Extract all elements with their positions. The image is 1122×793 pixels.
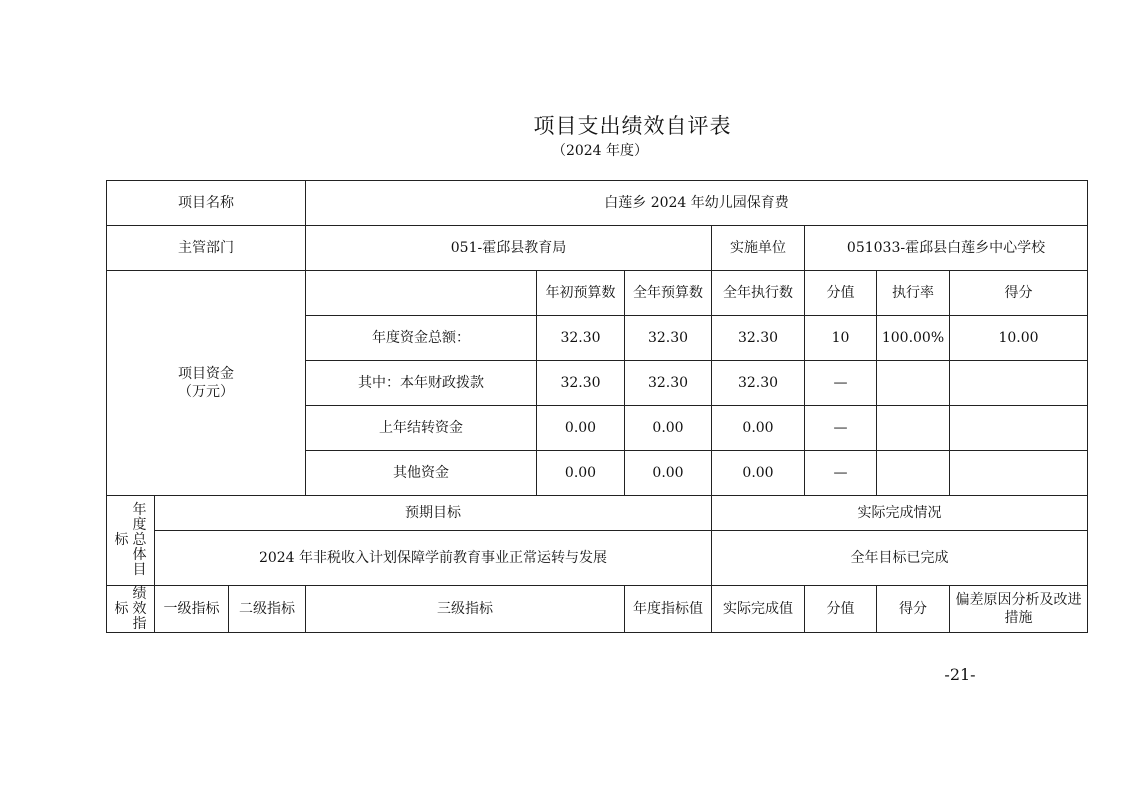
- col-score: 得分: [950, 271, 1088, 316]
- col-level1-indicator: 一级指标: [155, 586, 229, 633]
- col-indicator-score: 得分: [877, 586, 950, 633]
- expected-goal-value: 2024 年非税收入计划保障学前教育事业正常运转与发展: [155, 531, 712, 586]
- project-name-value: 白莲乡 2024 年幼儿园保育费: [306, 181, 1088, 226]
- form-year: （2024 年度）: [551, 143, 649, 159]
- funds-row-score: 10.00: [950, 316, 1088, 361]
- actual-completion-header: 实际完成情况: [712, 496, 1088, 531]
- funds-row-rate: [877, 406, 950, 451]
- col-level3-indicator: 三级指标: [306, 586, 625, 633]
- funds-row-rate: 100.00%: [877, 316, 950, 361]
- col-execution-rate: 执行率: [877, 271, 950, 316]
- funds-row-name: 年度资金总额：: [306, 316, 537, 361]
- funds-row-score-value: —: [805, 361, 877, 406]
- expected-goal-header: 预期目标: [155, 496, 712, 531]
- funds-row-score-value: —: [805, 406, 877, 451]
- department-value: 051-霍邱县教育局: [306, 226, 712, 271]
- side-label-b: 年度总体目: [132, 502, 147, 578]
- funds-row-initial: 32.30: [537, 316, 625, 361]
- funds-row-executed: 0.00: [712, 406, 805, 451]
- funds-row-executed: 0.00: [712, 451, 805, 496]
- project-name-label: 项目名称: [107, 181, 306, 226]
- department-label: 主管部门: [107, 226, 306, 271]
- funds-row-initial: 32.30: [537, 361, 625, 406]
- implementing-unit-value: 051033-霍邱县白莲乡中心学校: [805, 226, 1088, 271]
- funds-row-rate: [877, 451, 950, 496]
- funds-row-annual: 0.00: [625, 406, 712, 451]
- funds-label-cell: [107, 271, 306, 496]
- col-executed: 全年执行数: [712, 271, 805, 316]
- funds-row-score: [950, 406, 1088, 451]
- funds-row-executed: 32.30: [712, 361, 805, 406]
- page-number: -21-: [944, 665, 976, 684]
- col-level2-indicator: 二级指标: [229, 586, 306, 633]
- side-label-a: 标: [114, 532, 129, 548]
- funds-row-score: [950, 361, 1088, 406]
- col-score-value: 分值: [805, 271, 877, 316]
- annual-goal-side-label: [107, 496, 155, 586]
- actual-completion-value: 全年目标已完成: [712, 531, 1088, 586]
- funds-label: 项目资金: [178, 366, 234, 382]
- form-title: 项目支出绩效自评表: [533, 114, 732, 138]
- funds-unit: （万元）: [178, 384, 234, 400]
- self-evaluation-table: [106, 180, 1088, 633]
- funds-row-name: 上年结转资金: [306, 406, 537, 451]
- side-label-a: 标: [114, 600, 129, 617]
- funds-row-score: [950, 451, 1088, 496]
- funds-row-initial: 0.00: [537, 451, 625, 496]
- funds-row-annual: 32.30: [625, 361, 712, 406]
- indicator-side-label: [107, 586, 155, 633]
- funds-row-executed: 32.30: [712, 316, 805, 361]
- col-initial-budget: 年初预算数: [537, 271, 625, 316]
- col-annual-target: 年度指标值: [625, 586, 712, 633]
- funds-row-rate: [877, 361, 950, 406]
- col-annual-budget: 全年预算数: [625, 271, 712, 316]
- implementing-unit-label: 实施单位: [712, 226, 805, 271]
- col-actual-value: 实际完成值: [712, 586, 805, 633]
- funds-row-initial: 0.00: [537, 406, 625, 451]
- funds-row-annual: 0.00: [625, 451, 712, 496]
- funds-row-name: 其中：本年财政拨款: [306, 361, 537, 406]
- funds-row-annual: 32.30: [625, 316, 712, 361]
- col-indicator-score-value: 分值: [805, 586, 877, 633]
- col-deviation-analysis: 偏差原因分析及改进措施: [950, 586, 1088, 633]
- funds-row-score-value: —: [805, 451, 877, 496]
- funds-row-name: 其他资金: [306, 451, 537, 496]
- funds-header-blank: [306, 271, 537, 316]
- side-label-b: 绩效指: [132, 585, 147, 632]
- funds-row-score-value: 10: [805, 316, 877, 361]
